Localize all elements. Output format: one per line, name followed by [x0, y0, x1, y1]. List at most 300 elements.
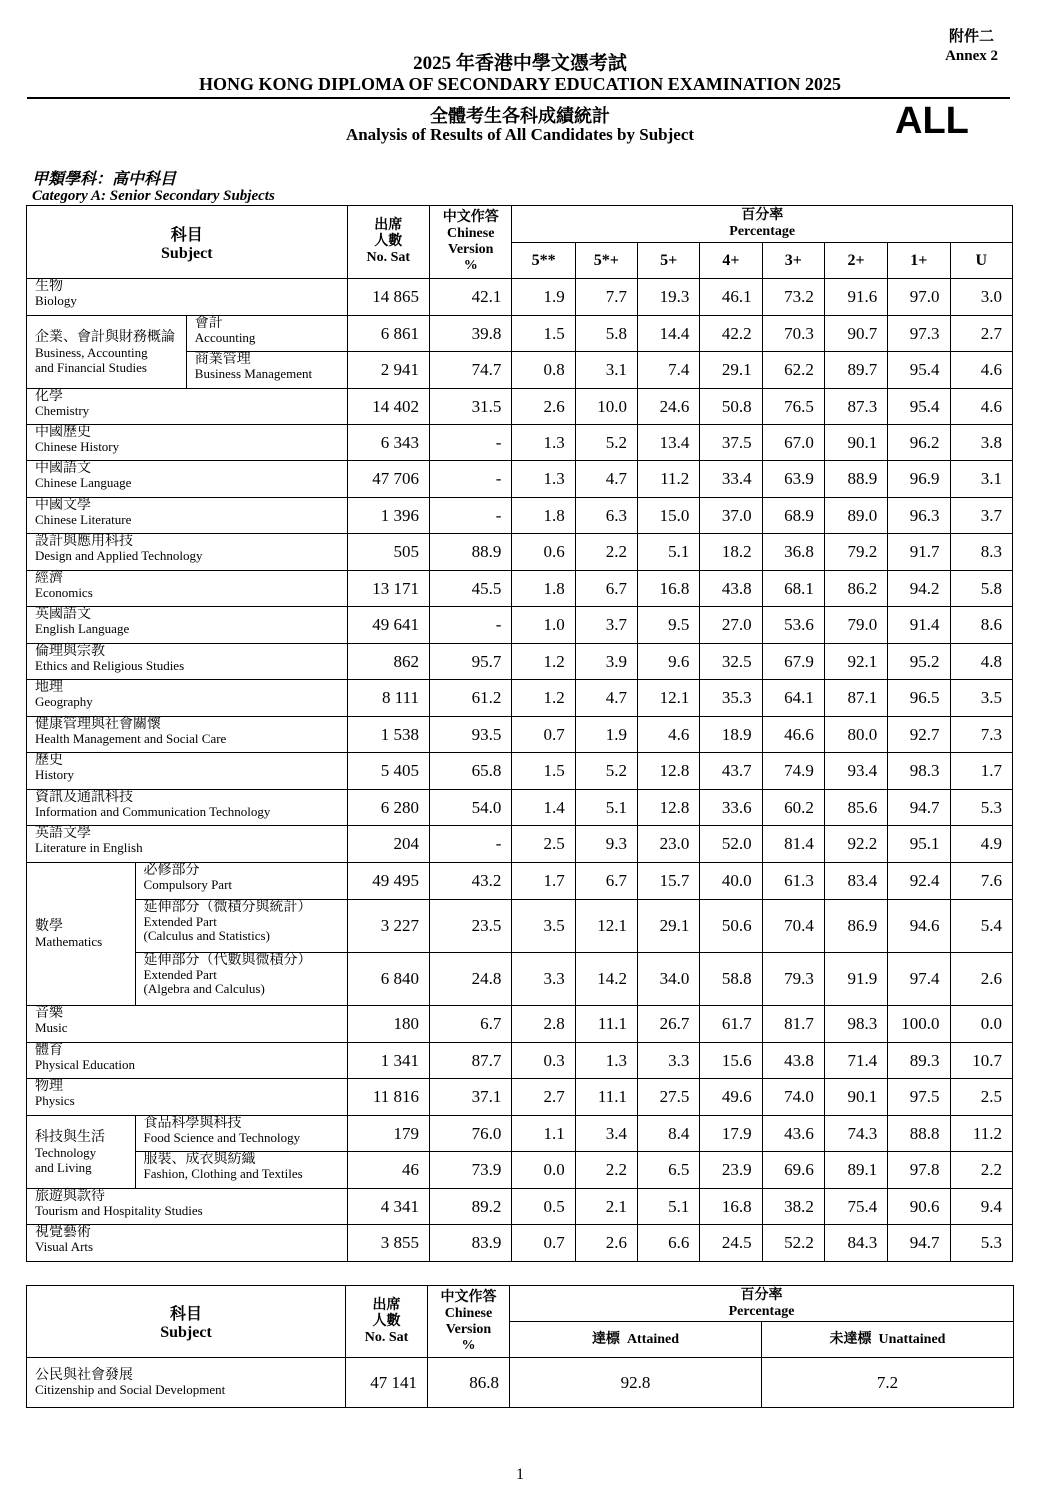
subject-cell: [27, 680, 348, 717]
pct-2-cell: 89.0: [824, 498, 887, 534]
pct-u-cell: 2.2: [950, 1152, 1012, 1189]
pct-5-cell: 24.6: [638, 389, 700, 425]
unattained-zh: 未達標: [829, 1331, 872, 1347]
subject-zh: 中國文學: [35, 498, 91, 513]
pct-u-cell: 5.3: [950, 1225, 1012, 1262]
group-en: Technology: [35, 1144, 97, 1160]
cv-cell: -: [430, 498, 512, 534]
nosat-header-en: No. Sat: [366, 250, 411, 265]
pct-u-cell: 2.5: [950, 1079, 1012, 1116]
pct-5-cell: 7.4: [638, 352, 700, 389]
pct-1-cell: 97.3: [888, 316, 950, 352]
subject-zh: 延伸部分（微積分與統計）: [143, 900, 312, 915]
cv-header: [428, 1286, 510, 1358]
pct-5starstar-cell: 1.8: [512, 498, 575, 534]
cv-cell: -: [430, 425, 512, 461]
subject-en: Physical Education: [35, 1057, 136, 1072]
pct-1-cell: 92.7: [888, 717, 950, 753]
nosat-cell: 6 861: [347, 316, 429, 352]
subject-cell: [135, 900, 347, 953]
cv-cell: 23.5: [430, 900, 512, 953]
table-row: [27, 279, 1013, 316]
subject-en: English Language: [35, 621, 130, 636]
nosat-cell: 180: [347, 1006, 429, 1043]
table-row: [27, 790, 1013, 826]
subject-cell: [27, 1006, 348, 1043]
pct-u-cell: 10.7: [950, 1043, 1012, 1079]
pct-4-cell: 61.7: [700, 1006, 762, 1043]
pct-5starstar-cell: 2.5: [512, 826, 575, 863]
pct-u-cell: 1.7: [950, 753, 1012, 790]
subject-cell: [27, 1225, 348, 1262]
pct-5star-cell: 12.1: [575, 900, 637, 953]
pct-3-cell: 76.5: [762, 389, 824, 425]
cv-cell: 76.0: [430, 1116, 512, 1152]
pct-u-cell: 3.0: [950, 279, 1012, 316]
cv-cell: 83.9: [430, 1225, 512, 1262]
nosat-cell: 204: [347, 826, 429, 863]
pct-5-cell: 5.1: [638, 534, 700, 571]
cv-header-zh: 中文作答: [442, 210, 499, 225]
category-zh: 甲類學科：高中科目: [32, 171, 177, 188]
subject-cell: [27, 826, 348, 863]
pct-2-cell: 92.1: [824, 644, 887, 680]
subject-zh: 服裝、成衣與紡織: [143, 1152, 256, 1167]
subject-cell: [135, 1152, 347, 1189]
pct-u-cell: 4.9: [950, 826, 1012, 863]
pct-2-cell: 87.1: [824, 680, 887, 717]
pct-2-cell: 87.3: [824, 389, 887, 425]
group-cell-bafs: [27, 316, 187, 389]
pct-5starstar-cell: 0.5: [512, 1189, 575, 1225]
attained-en: Attained: [626, 1331, 680, 1347]
table-row: [27, 1225, 1013, 1262]
pct-5-cell: 12.1: [638, 680, 700, 717]
pct-2-cell: 84.3: [824, 1225, 887, 1262]
pct-4-cell: 33.6: [700, 790, 762, 826]
cv-header-en1: Chinese: [446, 226, 495, 241]
nosat-cell: 49 495: [347, 863, 429, 900]
pct-3-cell: 64.1: [762, 680, 824, 717]
pct-u-cell: 3.8: [950, 425, 1012, 461]
pct-3-cell: 81.4: [762, 826, 824, 863]
pct-5-cell: 34.0: [638, 953, 700, 1006]
pct-5star-cell: 1.3: [575, 1043, 637, 1079]
pct-4-cell: 27.0: [700, 607, 762, 644]
subject-en: Extended Part: [143, 914, 217, 929]
nosat-cell: 1 538: [347, 717, 429, 753]
pct-4-cell: 23.9: [700, 1152, 762, 1189]
pct-5starstar-cell: 0.7: [512, 1225, 575, 1262]
pct-5starstar-cell: 1.2: [512, 644, 575, 680]
cv-cell: -: [430, 826, 512, 863]
pct-1-cell: 91.4: [888, 607, 950, 644]
table-row: [27, 425, 1013, 461]
pct-u-cell: 8.3: [950, 534, 1012, 571]
percentage-header: [510, 1286, 1014, 1322]
grade-header: 3+: [762, 243, 824, 279]
pct-u-cell: 4.6: [950, 352, 1012, 389]
grade-header: 2+: [824, 243, 887, 279]
pct-5star-cell: 3.4: [575, 1116, 637, 1152]
subject-cell: [27, 498, 348, 534]
table-row: [27, 863, 1013, 900]
grade-header: 5**: [512, 243, 575, 279]
pct-5-cell: 23.0: [638, 826, 700, 863]
pct-2-cell: 89.7: [824, 352, 887, 389]
cv-cell: 31.5: [430, 389, 512, 425]
pct-5-cell: 19.3: [638, 279, 700, 316]
nosat-cell: 46: [347, 1152, 429, 1189]
cv-cell: 89.2: [430, 1189, 512, 1225]
pct-3-cell: 67.0: [762, 425, 824, 461]
pct-5starstar-cell: 1.1: [512, 1116, 575, 1152]
subject-en: Physics: [35, 1093, 75, 1108]
pct-5-cell: 15.7: [638, 863, 700, 900]
subject-zh: 地理: [35, 680, 63, 695]
cv-cell: 37.1: [430, 1079, 512, 1116]
pct-5-cell: 29.1: [638, 900, 700, 953]
pct-2-cell: 91.6: [824, 279, 887, 316]
cv-cell: -: [430, 607, 512, 644]
pct-3-cell: 43.8: [762, 1043, 824, 1079]
pct-5-cell: 15.0: [638, 498, 700, 534]
pct-5star-cell: 3.1: [575, 352, 637, 389]
pct-5starstar-cell: 1.8: [512, 571, 575, 607]
pct-5star-cell: 11.1: [575, 1079, 637, 1116]
subject-en: Tourism and Hospitality Studies: [35, 1203, 203, 1218]
pct-5star-cell: 5.8: [575, 316, 637, 352]
pct-3-cell: 52.2: [762, 1225, 824, 1262]
pct-1-cell: 96.3: [888, 498, 950, 534]
all-badge: ALL: [895, 100, 969, 142]
pct-5star-cell: 5.1: [575, 790, 637, 826]
subject-en: Chemistry: [35, 403, 90, 418]
subject-cell: [27, 425, 348, 461]
pct-4-cell: 46.1: [700, 279, 762, 316]
nosat-cell: 11 816: [347, 1079, 429, 1116]
subject-en: Chinese Language: [35, 475, 132, 490]
subject-cell: [27, 1079, 348, 1116]
pct-3-cell: 53.6: [762, 607, 824, 644]
cv-cell: 93.5: [430, 717, 512, 753]
attained-cell: 92.8: [510, 1358, 762, 1408]
pct-5starstar-cell: 1.5: [512, 316, 575, 352]
pct-5-cell: 6.5: [638, 1152, 700, 1189]
pct-2-cell: 90.1: [824, 425, 887, 461]
pct-2-cell: 86.9: [824, 900, 887, 953]
table-row: [27, 717, 1013, 753]
pct-5-cell: 4.6: [638, 717, 700, 753]
group-cell-math: [27, 863, 136, 1006]
table-row: [27, 571, 1013, 607]
pct-5starstar-cell: 3.3: [512, 953, 575, 1006]
cv-cell: 39.8: [430, 316, 512, 352]
cv-cell: 45.5: [430, 571, 512, 607]
cv-cell: 65.8: [430, 753, 512, 790]
pct-4-cell: 37.5: [700, 425, 762, 461]
attained-header: [510, 1322, 762, 1358]
pct-5starstar-cell: 1.3: [512, 461, 575, 498]
pct-1-cell: 98.3: [888, 753, 950, 790]
pct-2-cell: 79.0: [824, 607, 887, 644]
nosat-cell: 3 855: [347, 1225, 429, 1262]
subject-header-en: Subject: [160, 1324, 212, 1341]
nosat-cell: 2 941: [347, 352, 429, 389]
pct-5starstar-cell: 0.6: [512, 534, 575, 571]
group-en: Mathematics: [35, 934, 103, 949]
cv-cell: 6.7: [430, 1006, 512, 1043]
pct-1-cell: 97.5: [888, 1079, 950, 1116]
pct-3-cell: 74.9: [762, 753, 824, 790]
subject-en: Business Management: [194, 366, 313, 381]
pct-5starstar-cell: 0.7: [512, 717, 575, 753]
pct-1-cell: 96.9: [888, 461, 950, 498]
subject-en: Food Science and Technology: [143, 1130, 301, 1145]
pct-1-cell: 90.6: [888, 1189, 950, 1225]
pct-2-cell: 88.9: [824, 461, 887, 498]
pct-u-cell: 5.3: [950, 790, 1012, 826]
pct-5star-cell: 4.7: [575, 461, 637, 498]
pct-3-cell: 38.2: [762, 1189, 824, 1225]
subject-cell: [135, 863, 347, 900]
pct-5starstar-cell: 1.3: [512, 425, 575, 461]
subject-header-en: Subject: [161, 244, 213, 262]
nosat-header-zh: 出席人數: [372, 1297, 401, 1329]
table-row: [27, 1006, 1013, 1043]
subject-zh: 健康管理與社會關懷: [35, 717, 161, 732]
cv-header-en2: Version: [448, 242, 494, 257]
group-zh: 數學: [35, 919, 63, 934]
pct-5starstar-cell: 2.7: [512, 1079, 575, 1116]
subject-en: Extended Part: [143, 967, 217, 982]
subject-en: Fashion, Clothing and Textiles: [143, 1166, 303, 1181]
cv-cell: 73.9: [430, 1152, 512, 1189]
cv-cell: 87.7: [430, 1043, 512, 1079]
nosat-cell: 47 141: [346, 1358, 428, 1408]
title-zh: 2025 年香港中學文憑考試: [413, 53, 627, 74]
subject-cell: [135, 1116, 347, 1152]
subject-cell: [27, 717, 348, 753]
pct-5-cell: 11.2: [638, 461, 700, 498]
table-row: [27, 389, 1013, 425]
subject-zh: 設計與應用科技: [35, 534, 133, 549]
pct-5-cell: 16.8: [638, 571, 700, 607]
pct-1-cell: 88.8: [888, 1116, 950, 1152]
page-number: 1: [516, 1466, 524, 1483]
pct-5star-cell: 11.1: [575, 1006, 637, 1043]
pct-2-cell: 92.2: [824, 826, 887, 863]
subject-en: Citizenship and Social Development: [35, 1382, 226, 1397]
subject-zh: 生物: [35, 279, 63, 294]
subject-zh: 旅遊與款待: [35, 1189, 105, 1204]
pct-u-cell: 4.8: [950, 644, 1012, 680]
pct-3-cell: 68.1: [762, 571, 824, 607]
pct-3-cell: 74.0: [762, 1079, 824, 1116]
pct-5starstar-cell: 2.8: [512, 1006, 575, 1043]
pct-u-cell: 7.6: [950, 863, 1012, 900]
unattained-header: [762, 1322, 1014, 1358]
pct-1-cell: 95.4: [888, 352, 950, 389]
cv-cell: 88.9: [430, 534, 512, 571]
group-zh: 企業、會計與財務概論: [35, 329, 175, 345]
subject-en: Literature in English: [35, 840, 143, 855]
pct-5star-cell: 2.1: [575, 1189, 637, 1225]
subject-cell: [27, 461, 348, 498]
subject-en: Chinese Literature: [35, 512, 132, 527]
subject-en: Information and Communication Technology: [35, 804, 271, 819]
pct-4-cell: 18.9: [700, 717, 762, 753]
subject-zh: 英語文學: [35, 826, 91, 841]
pct-u-cell: 0.0: [950, 1006, 1012, 1043]
subject-zh: 音樂: [35, 1006, 63, 1021]
percentage-header-en: Percentage: [729, 224, 796, 239]
pct-4-cell: 15.6: [700, 1043, 762, 1079]
grade-header: 5+: [638, 243, 700, 279]
pct-3-cell: 79.3: [762, 953, 824, 1006]
pct-4-cell: 40.0: [700, 863, 762, 900]
pct-1-cell: 94.6: [888, 900, 950, 953]
pct-4-cell: 42.2: [700, 316, 762, 352]
nosat-cell: 13 171: [347, 571, 429, 607]
pct-5starstar-cell: 0.8: [512, 352, 575, 389]
subject-cell: [27, 1189, 348, 1225]
table-row: [27, 461, 1013, 498]
unattained-en: Unattained: [878, 1331, 946, 1347]
pct-2-cell: 90.7: [824, 316, 887, 352]
group-en: and Financial Studies: [35, 359, 147, 375]
grade-header: U: [950, 243, 1012, 279]
subject-zh: 倫理與宗教: [35, 644, 105, 659]
percentage-header-zh: 百分率: [741, 208, 784, 223]
cv-header-en2: Version: [445, 1321, 492, 1337]
subject-en: Compulsory Part: [143, 877, 233, 892]
pct-3-cell: 62.2: [762, 352, 824, 389]
pct-5starstar-cell: 1.4: [512, 790, 575, 826]
subject-en: Biology: [35, 293, 77, 308]
pct-1-cell: 100.0: [888, 1006, 950, 1043]
nosat-cell: 14 402: [347, 389, 429, 425]
pct-5star-cell: 6.7: [575, 571, 637, 607]
pct-u-cell: 5.8: [950, 571, 1012, 607]
subject-zh: 中國語文: [35, 461, 91, 476]
attained-zh: 達標: [591, 1331, 620, 1347]
pct-3-cell: 68.9: [762, 498, 824, 534]
pct-2-cell: 91.9: [824, 953, 887, 1006]
pct-5-cell: 13.4: [638, 425, 700, 461]
pct-5star-cell: 7.7: [575, 279, 637, 316]
table-row: [27, 826, 1013, 863]
subject-cell: [186, 316, 347, 352]
subject-zh: 必修部分: [143, 863, 200, 878]
pct-5star-cell: 2.2: [575, 1152, 637, 1189]
pct-3-cell: 61.3: [762, 863, 824, 900]
cv-cell: 54.0: [430, 790, 512, 826]
cv-cell: 24.8: [430, 953, 512, 1006]
pct-1-cell: 94.7: [888, 790, 950, 826]
title-en: HONG KONG DIPLOMA OF SECONDARY EDUCATION EXAMINATION 2025: [199, 74, 841, 94]
subject-zh: 中國歷史: [35, 425, 91, 440]
pct-5starstar-cell: 1.7: [512, 863, 575, 900]
pct-3-cell: 46.6: [762, 717, 824, 753]
nosat-cell: 5 405: [347, 753, 429, 790]
subject-zh: 商業管理: [194, 352, 251, 367]
pct-u-cell: 4.6: [950, 389, 1012, 425]
table-row: [27, 1079, 1013, 1116]
pct-1-cell: 94.2: [888, 571, 950, 607]
table-row: [27, 607, 1013, 644]
pct-5star-cell: 1.9: [575, 717, 637, 753]
pct-4-cell: 29.1: [700, 352, 762, 389]
pct-1-cell: 94.7: [888, 1225, 950, 1262]
pct-5starstar-cell: 1.9: [512, 279, 575, 316]
cv-header-en3: %: [463, 258, 478, 273]
nosat-cell: 1 341: [347, 1043, 429, 1079]
table-row: [27, 753, 1013, 790]
pct-2-cell: 80.0: [824, 717, 887, 753]
pct-u-cell: 3.1: [950, 461, 1012, 498]
pct-5starstar-cell: 0.0: [512, 1152, 575, 1189]
pct-5star-cell: 4.7: [575, 680, 637, 717]
pct-4-cell: 52.0: [700, 826, 762, 863]
pct-1-cell: 89.3: [888, 1043, 950, 1079]
pct-u-cell: 3.7: [950, 498, 1012, 534]
table-row: [27, 1152, 1013, 1189]
pct-1-cell: 97.0: [888, 279, 950, 316]
pct-1-cell: 97.8: [888, 1152, 950, 1189]
nosat-header-en: No. Sat: [364, 1329, 409, 1345]
pct-2-cell: 79.2: [824, 534, 887, 571]
nosat-cell: 1 396: [347, 498, 429, 534]
subtitle-zh: 全體考生各科成績統計: [430, 106, 610, 126]
pct-5star-cell: 6.7: [575, 863, 637, 900]
percentage-header-en: Percentage: [728, 1303, 795, 1319]
table-row: [27, 1116, 1013, 1152]
subject-zh: 視覺藝術: [35, 1225, 91, 1240]
pct-u-cell: 11.2: [950, 1116, 1012, 1152]
subject-en: Visual Arts: [35, 1239, 94, 1254]
cv-cell: 43.2: [430, 863, 512, 900]
pct-5-cell: 27.5: [638, 1079, 700, 1116]
cv-cell: 86.8: [428, 1358, 510, 1408]
pct-1-cell: 95.4: [888, 389, 950, 425]
pct-1-cell: 95.2: [888, 644, 950, 680]
grade-header: 5*+: [575, 243, 637, 279]
pct-2-cell: 85.6: [824, 790, 887, 826]
subject-en: History: [35, 767, 74, 782]
subject-cell: [186, 352, 347, 389]
results-table: [26, 205, 1013, 1262]
nosat-cell: 6 280: [347, 790, 429, 826]
pct-5starstar-cell: 2.6: [512, 389, 575, 425]
subject-header: [27, 206, 348, 279]
pct-3-cell: 73.2: [762, 279, 824, 316]
percentage-header-zh: 百分率: [740, 1287, 783, 1303]
pct-4-cell: 50.6: [700, 900, 762, 953]
table-row: [27, 953, 1013, 1006]
subject-zh: 延伸部分（代數與微積分）: [143, 953, 312, 968]
pct-2-cell: 89.1: [824, 1152, 887, 1189]
table-row: [27, 534, 1013, 571]
pct-1-cell: 97.4: [888, 953, 950, 1006]
subject-zh: 資訊及通訊科技: [35, 790, 133, 805]
nosat-cell: 3 227: [347, 900, 429, 953]
pct-1-cell: 95.1: [888, 826, 950, 863]
pct-4-cell: 24.5: [700, 1225, 762, 1262]
pct-4-cell: 35.3: [700, 680, 762, 717]
grade-header: 1+: [888, 243, 950, 279]
table-row: [27, 1358, 1014, 1408]
